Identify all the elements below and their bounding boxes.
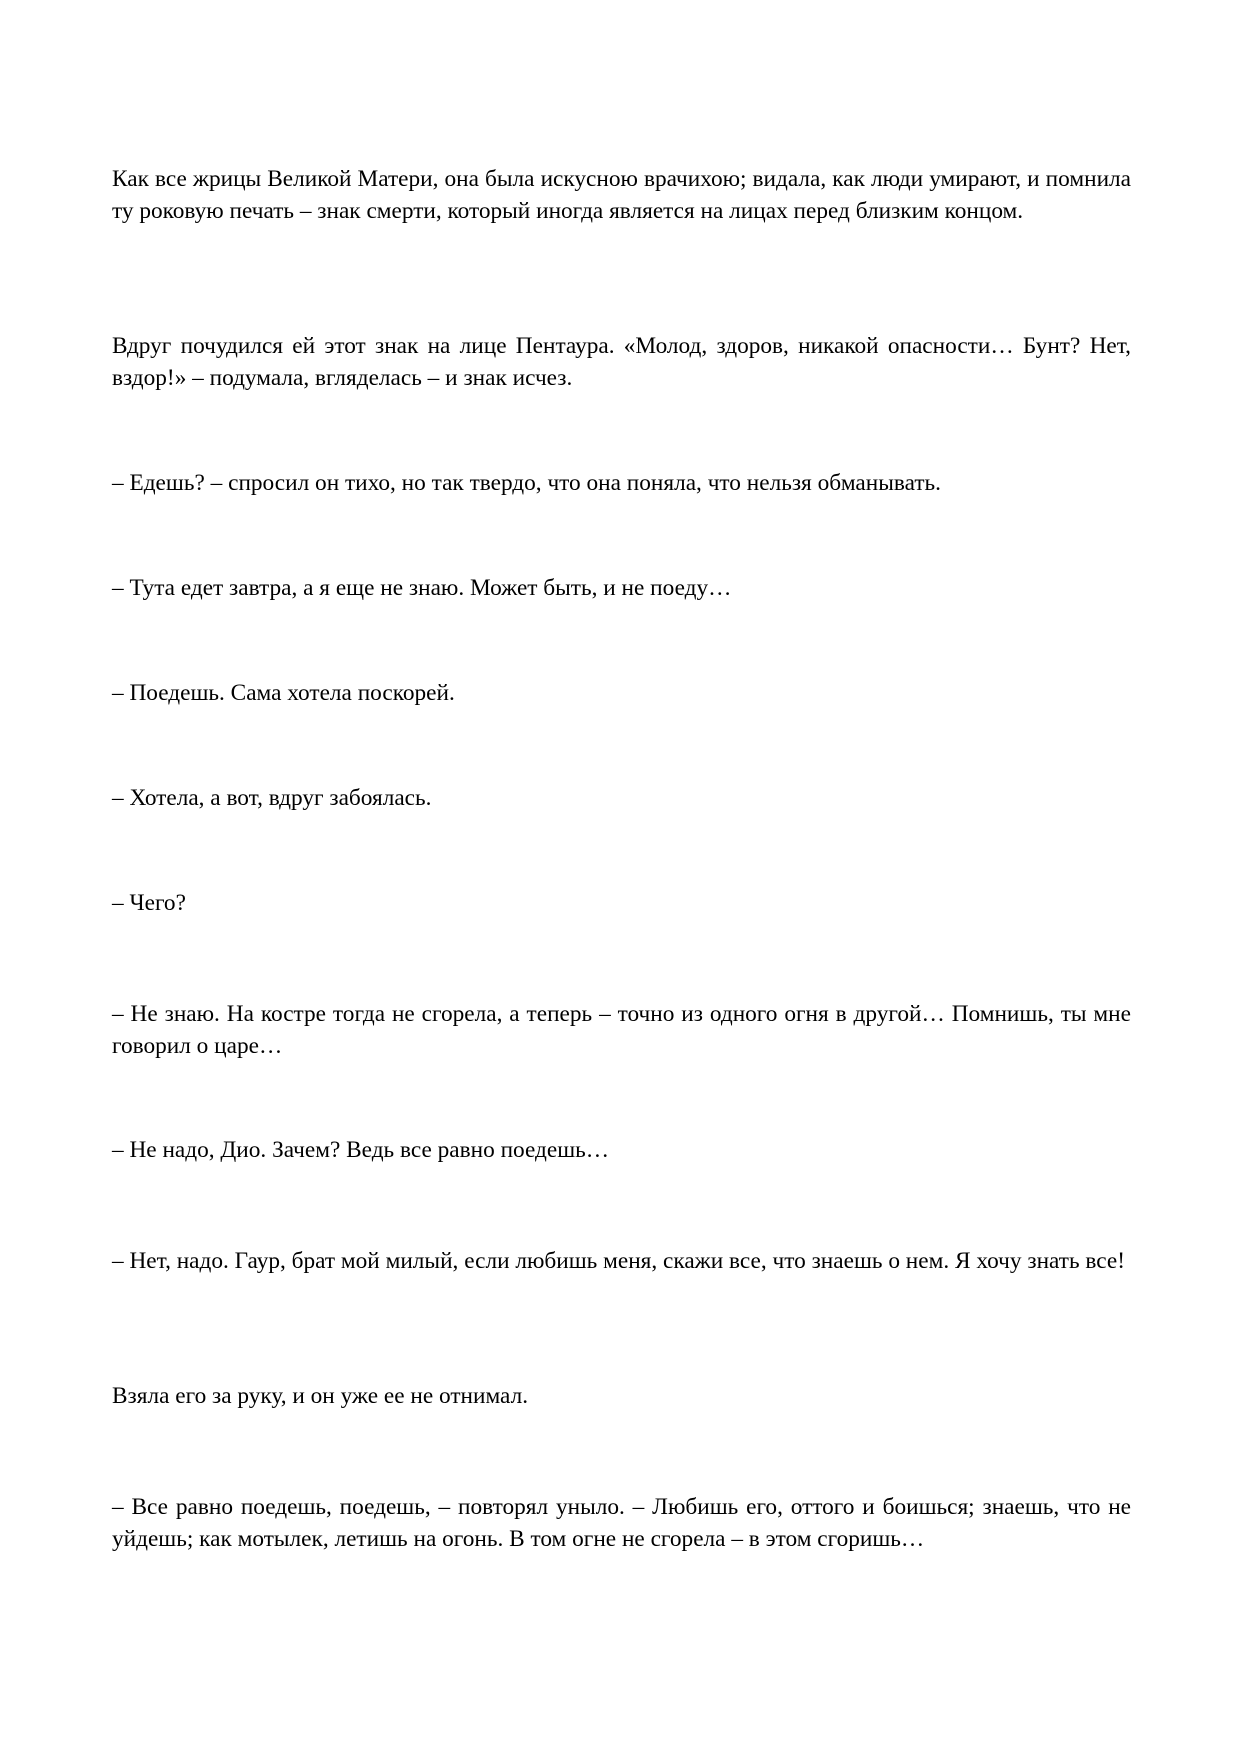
paragraph-7: – Чего? bbox=[112, 890, 186, 916]
paragraph-10: – Нет, надо. Гаур, брат мой милый, если любишь меня, скажи все, что знаешь о нем. Я хочу знать все! bbox=[112, 1248, 1125, 1274]
paragraph-6: – Хотела, а вот, вдруг забоялась. bbox=[112, 785, 432, 811]
paragraph-9: – Не надо, Дио. Зачем? Ведь все равно поедешь… bbox=[112, 1137, 610, 1163]
paragraph-5: – Поедешь. Сама хотела поскорей. bbox=[112, 680, 455, 706]
paragraph-12: – Все равно поедешь, поедешь, – повторял уныло. – Любишь его, оттого и боишься; знаешь, что не уйдешь; как мотылек, летишь на огонь. В том огне не сгорела – в этом сгоришь… bbox=[112, 1494, 1131, 1552]
paragraph-3: – Едешь? – спросил он тихо, но так твердо, что она поняла, что нельзя обманывать. bbox=[112, 470, 941, 496]
paragraph-1: Как все жрицы Великой Матери, она была искусною врачихою; видала, как люди умирают, и помнила ту роковую печать – знак смерти, который иногда является на лицах перед близким концом. bbox=[112, 166, 1131, 224]
paragraph-2: Вдруг почудился ей этот знак на лице Пентаура. «Молод, здоров, никакой опасности… Бунт? Нет, вздор!» – подумала, вгляделась – и знак исчез. bbox=[112, 333, 1131, 391]
paragraph-4: – Тута едет завтра, а я еще не знаю. Может быть, и не поеду… bbox=[112, 575, 732, 601]
paragraph-8: – Не знаю. На костре тогда не сгорела, а теперь – точно из одного огня в другой… Помнишь, ты мне говорил о царе… bbox=[112, 1001, 1131, 1059]
paragraph-11: Взяла его за руку, и он уже ее не отнимал. bbox=[112, 1383, 529, 1409]
